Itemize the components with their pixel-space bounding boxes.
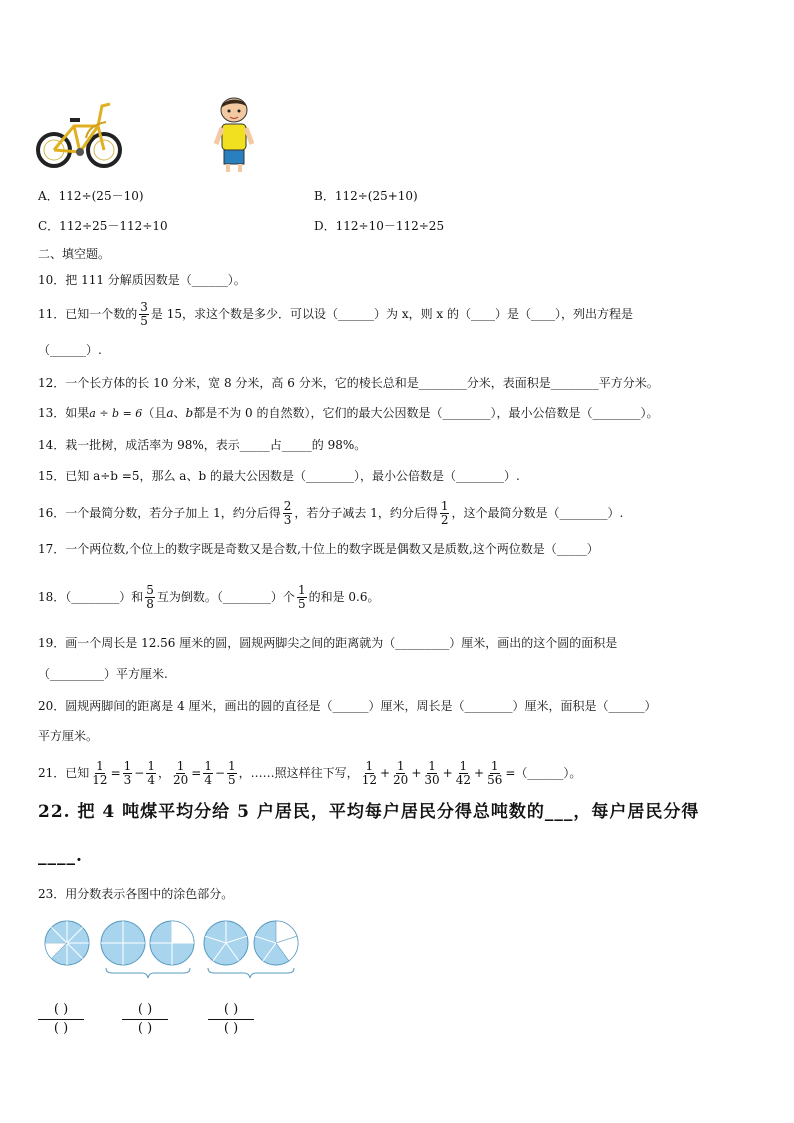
question-14: 14．栽一批树，成活率为 98%，表示_____占_____的 98%。 (38, 438, 367, 452)
question-23: 23．用分数表示各图中的涂色部分。 (38, 887, 234, 901)
fraction: $\frac{5}{8}$ (146, 582, 154, 611)
question-22: 22. 把 4 吨煤平均分给 5 户居民，平均每户居民分得总吨数的___，每户居民分得 (38, 802, 700, 822)
answer-blank-3[interactable]: ( ) ( ) (208, 1002, 254, 1037)
fraction: $\frac{1}{5}$ (297, 582, 306, 611)
question-20: 20．圆规两脚间的距离是 4 厘米，画出的圆的直径是（______）厘米，周长是（________）厘米，面积是（______） (38, 699, 657, 713)
question-10: 10．把 111 分解质因数是（______）。 (38, 273, 246, 287)
question-15: 15．已知 a÷b =5，那么 a、b 的最大公因数是（________），最小公倍数是（________）. (38, 469, 520, 483)
option-b: B．112÷(25+10) (314, 189, 418, 203)
fraction-circles (40, 918, 304, 980)
section-title: 二、填空题。 (38, 247, 111, 261)
question-16: 16．一个最简分数，若分子加上 1，约分后得 $\frac{2}{3}$ ，若分子减去 1，约分后得 $\frac{1}{2}$ ，这个最简分数是（________）. (38, 498, 624, 527)
option-c: C．112÷25－112÷10 (38, 219, 168, 233)
question-17: 17．一个两位数,个位上的数字既是奇数又是合数,十位上的数字既是偶数又是质数,这个两位数是（_____） (38, 542, 599, 556)
question-20-line2: 平方厘米。 (38, 729, 99, 743)
circle-1 (45, 921, 89, 965)
circle-3 (150, 921, 194, 965)
question-11: 11．已知一个数的 $\frac{3}{5}$ 是 15，求这个数是多少．可以设（______）为 x，则 x 的（____）是（____），列出方程是 (38, 299, 633, 328)
question-11-line2: （______）. (38, 343, 102, 357)
question-19-line2: （_________）平方厘米. (38, 667, 168, 681)
circle-5 (254, 921, 298, 965)
option-a: A．112÷(25－10) (38, 189, 144, 203)
circle-4 (204, 921, 248, 965)
answer-blank-2[interactable]: ( ) ( ) (122, 1002, 168, 1037)
boy-image (214, 96, 256, 176)
fraction: $\frac{1}{2}$ (440, 498, 449, 527)
question-19: 19．画一个周长是 12.56 厘米的圆，圆规两脚尖之间的距离就为（_________）厘米，画出的这个圆的面积是 (38, 636, 618, 650)
question-13: 13．如果a ÷ b = 6（且a、b都是不为 0 的自然数），它们的最大公因数是（________），最小公倍数是（________）。 (38, 406, 659, 420)
fraction: $\frac{3}{5}$ (140, 299, 148, 328)
question-22-line2: ____. (38, 846, 83, 866)
question-18: 18．（________）和 $\frac{5}{8}$ 互为倒数。（________）个 $\frac{1}{5}$ 的和是 0.6。 (38, 582, 380, 611)
question-21: 21．已知 $\frac{1}{12}$ = $\frac{1}{3}$ − $\frac{1}{4}$ ， $\frac{1}{20}$ = $\frac{1}{4}$ − $\frac{1}{5}$ ，……照这样往下写， $\frac{1}{12}$ + $\frac{1}{20}$ + $\frac{1}{30}$ + $\frac{1}{42}$ + $\frac{1}{56}$ =（______）。 (38, 758, 582, 787)
bicycle-image (36, 98, 122, 174)
fraction: $\frac{2}{3}$ (283, 498, 292, 527)
circle-2 (101, 921, 145, 965)
option-d: D．112÷10－112÷25 (314, 219, 445, 233)
question-12: 12．一个长方体的长 10 分米，宽 8 分米，高 6 分米，它的棱长总和是________分米，表面积是________平方分米。 (38, 376, 659, 390)
answer-blank-1[interactable]: ( ) ( ) (38, 1002, 84, 1037)
